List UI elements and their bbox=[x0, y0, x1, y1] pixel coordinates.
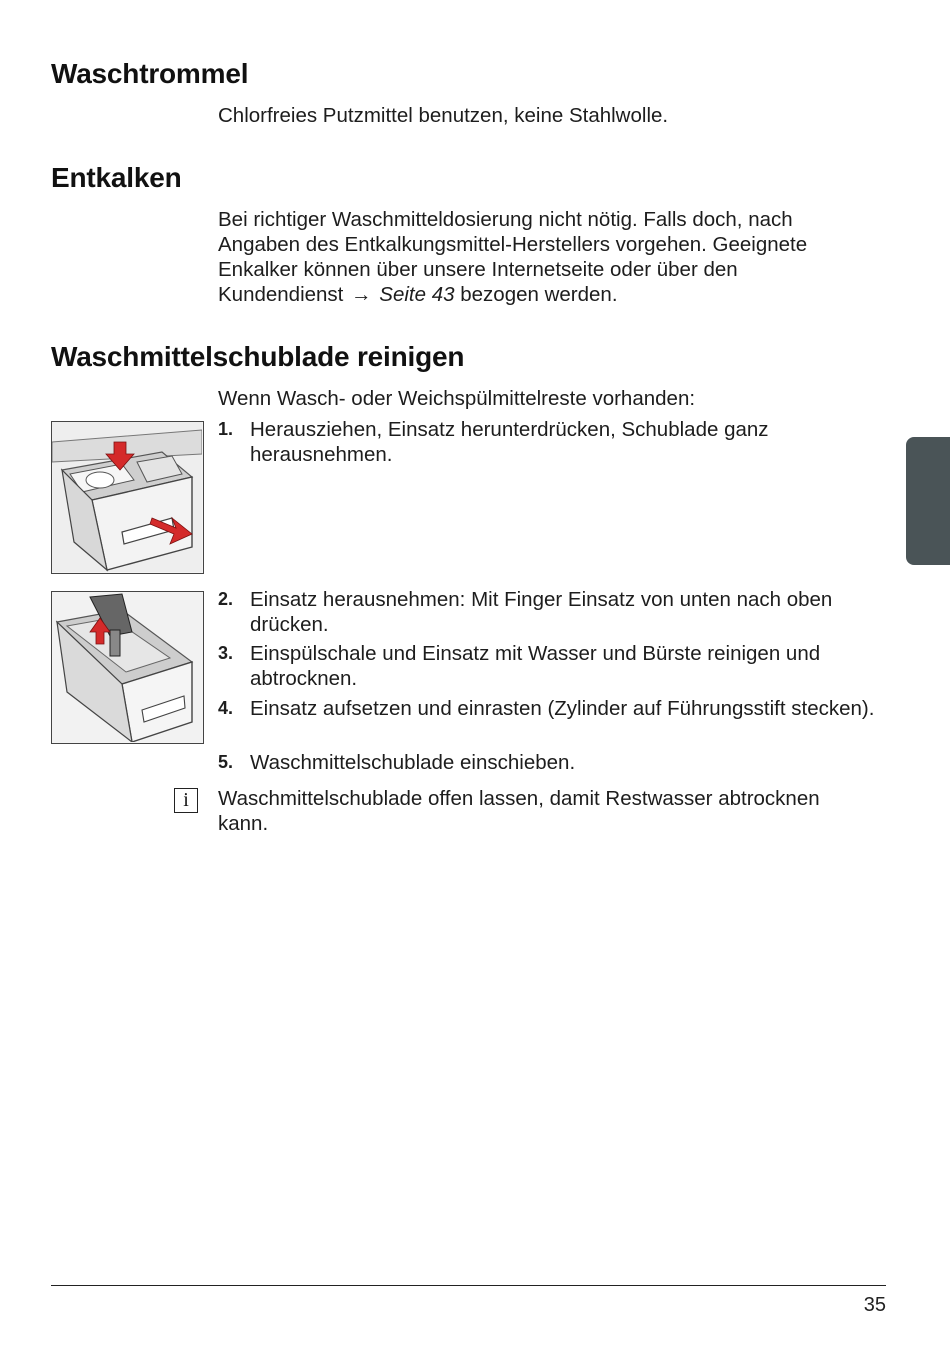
entkalken-line-1: Bei richtiger Waschmitteldosierung nicht nötig. Falls doch, nach bbox=[218, 208, 793, 231]
step-4 bbox=[218, 696, 878, 721]
step-5 bbox=[218, 750, 878, 775]
step-text: Einsatz herausnehmen: Mit Finger Einsatz von unten nach oben drücken. bbox=[250, 588, 833, 636]
entkalken-text bbox=[218, 207, 898, 307]
chapter-tab bbox=[906, 437, 950, 565]
entkalken-line-4 bbox=[218, 282, 898, 307]
page-number: 35 bbox=[863, 1294, 886, 1316]
step-2 bbox=[218, 587, 878, 637]
step-text: Einspülschale und Einsatz mit Wasser und Bürste reinigen und abtrocknen. bbox=[250, 642, 821, 690]
footer-divider bbox=[51, 1285, 886, 1286]
illustration-drawer-removal bbox=[51, 421, 204, 574]
heading-entkalken: Entkalken bbox=[51, 162, 182, 193]
step-number: 4. bbox=[218, 698, 234, 718]
illustration-insert-removal bbox=[51, 591, 204, 744]
entkalken-line-4-end: bezogen werden. bbox=[460, 283, 618, 306]
insert-removal-drawing bbox=[52, 592, 202, 742]
step-number: 2. bbox=[218, 589, 234, 609]
heading-schublade: Waschmittelschublade reinigen bbox=[51, 341, 465, 372]
step-1 bbox=[218, 417, 878, 467]
step-number: 5. bbox=[218, 752, 234, 772]
info-icon: i bbox=[174, 788, 198, 813]
schublade-intro: Wenn Wasch- oder Weichspülmittelreste vorhanden: bbox=[218, 387, 696, 410]
page-reference-link[interactable]: Seite 43 bbox=[379, 283, 455, 306]
waschtrommel-text: Chlorfreies Putzmittel benutzen, keine Stahlwolle. bbox=[218, 104, 669, 127]
step-number: 1. bbox=[218, 419, 234, 439]
heading-waschtrommel: Waschtrommel bbox=[51, 58, 249, 89]
entkalken-line-4-start: Kundendienst bbox=[218, 283, 344, 306]
step-text: Einsatz aufsetzen und einrasten (Zylinder auf Führungsstift stecken). bbox=[250, 697, 875, 720]
entkalken-line-3: Enkalker können über unsere Internetseite oder über den bbox=[218, 258, 738, 281]
drawer-removal-drawing bbox=[52, 422, 202, 572]
arrow-right-icon: → bbox=[351, 283, 372, 306]
step-text: Herausziehen, Einsatz herunterdrücken, Schublade ganz herausnehmen. bbox=[250, 418, 769, 466]
step-3 bbox=[218, 641, 878, 691]
entkalken-line-2: Angaben des Entkalkungsmittel-Herstellers vorgehen. Geeignete bbox=[218, 233, 808, 256]
step-text: Waschmittelschublade einschieben. bbox=[250, 751, 576, 774]
step-number: 3. bbox=[218, 643, 234, 663]
info-note: Waschmittelschublade offen lassen, damit Restwasser abtrocknen kann. bbox=[218, 787, 820, 835]
